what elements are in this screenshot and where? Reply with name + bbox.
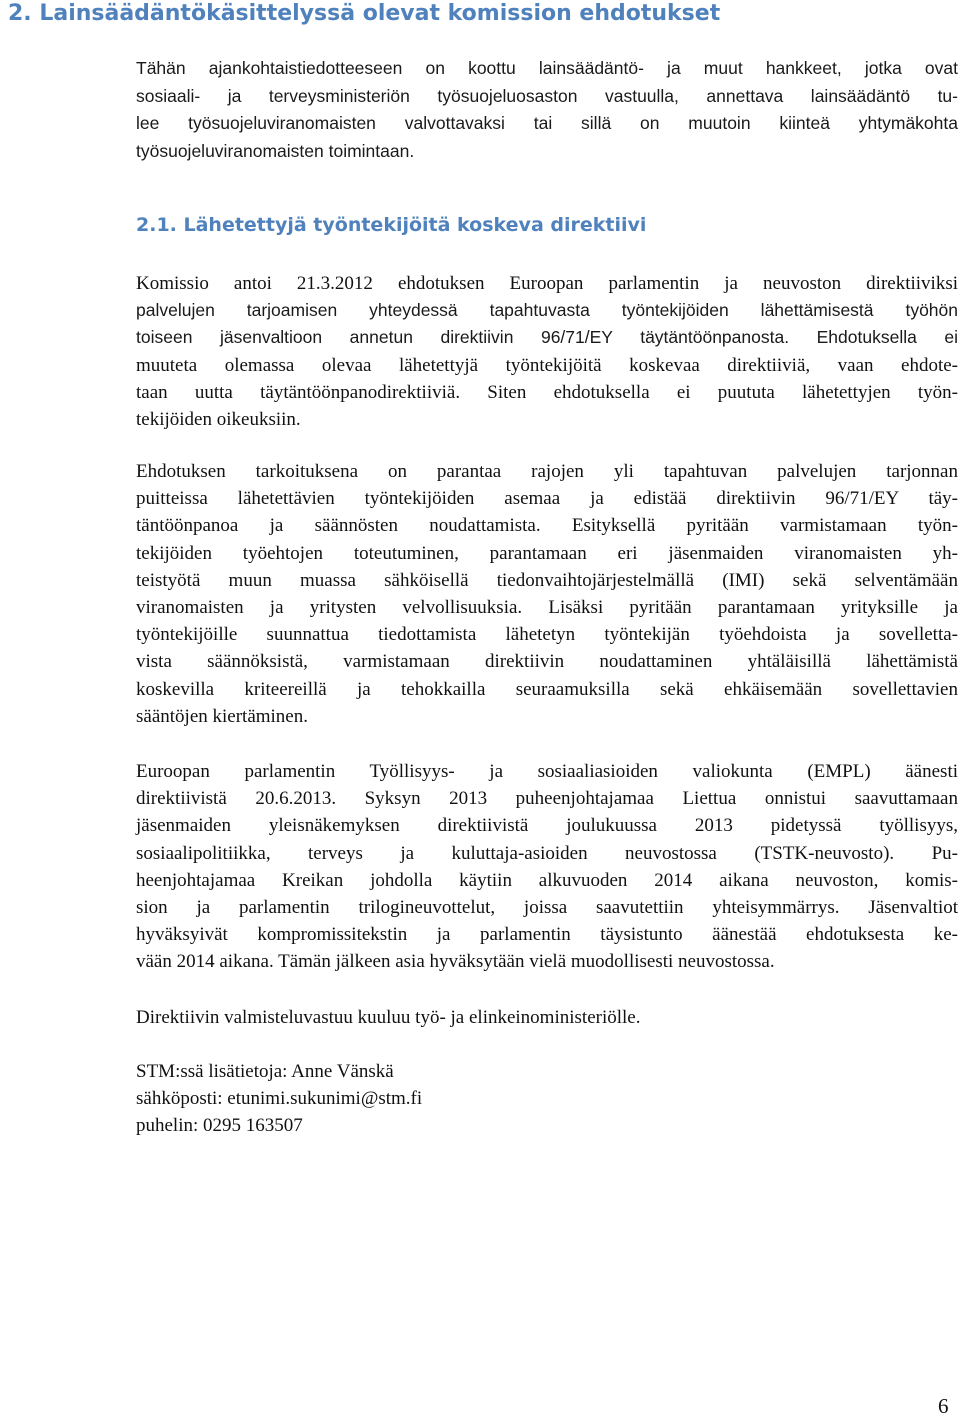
text-line: Euroopan parlamentin Työllisyys- ja sosiaaliasioiden valiokunta (EMPL) äänesti xyxy=(136,761,958,782)
text-line: lee työsuojeluviranomaisten valvottavaksi tai sillä on muutoin kiinteä yhtymäkohta xyxy=(136,113,958,133)
text-line: toiseen jäsenvaltioon annetun direktiivin 96/71/EY täytäntöönpanosta. Ehdotuksella ei xyxy=(136,327,958,348)
text-line: muuteta olemassa olevaa lähetettyjä työntekijöitä koskevaa direktiiviä, vaan ehdote- xyxy=(136,354,958,376)
text-line xyxy=(136,270,958,297)
text-line: sääntöjen kiertäminen. xyxy=(136,705,308,727)
text-line: työntekijöille suunnattua tiedottamista lähetetyn työntekijän työehdoista ja sovelletta- xyxy=(136,624,958,646)
ehdotuksen-paragraph xyxy=(136,458,958,730)
responsibility-paragraph xyxy=(136,1004,958,1031)
contact-phone: puhelin: 0295 163507 xyxy=(136,1115,303,1137)
text-line: viranomaisten ja yritysten velvollisuuksia. Lisäksi pyritään parantamaan yrityksille ja xyxy=(136,597,958,619)
contact-block xyxy=(136,1058,958,1140)
text-line: puitteissa lähetettävien työntekijöiden asemaa ja edistää direktiivin 96/71/EY täy- xyxy=(136,488,958,510)
text-line: sion ja parlamentin trilogineuvottelut, joissa saavutettiin yhteisymmärrys. Jäsenvaltiot xyxy=(136,897,958,919)
text-line: Direktiivin valmisteluvastuu kuuluu työ- ja elinkeinoministeriölle. xyxy=(136,1007,641,1028)
section-heading: 2. Lainsäädäntökäsittelyssä olevat komission ehdotukset xyxy=(8,1,721,26)
page-number: 6 xyxy=(938,1394,949,1418)
text-line: vista säännöksistä, varmistamaan direktiivin noudattaminen yhtäläisillä lähettämistä xyxy=(136,651,958,673)
text-line: sosiaali- ja terveysministeriön työsuojeluosaston vastuulla, annettava lainsäädäntö tu- xyxy=(136,85,958,106)
text-line: taan uutta täytäntöönpanodirektiiviä. Siten ehdotuksella ei puututa lähetettyjen työn- xyxy=(136,381,958,403)
komissio-paragraph xyxy=(136,270,958,433)
text-line: koskevilla kriteereillä ja tehokkailla seuraamuksilla sekä ehkäisemään sovellettavien xyxy=(136,678,958,700)
text-line: täntöönpanoa ja säännösten noudattamista. Esityksellä pyritään varmistamaan työn- xyxy=(136,515,958,537)
text-line: Ehdotuksen tarkoituksena on parantaa rajojen yli tapahtuvan palvelujen tarjonnan xyxy=(136,461,958,482)
text-line: sosiaalipolitiikka, terveys ja kuluttaja-asioiden neuvostossa (TSTK-neuvosto). Pu- xyxy=(136,842,958,864)
text-line: direktiivistä 20.6.2013. Syksyn 2013 puheenjohtajamaa Liettua onnistui saavuttamaan xyxy=(136,788,958,810)
text-line: hyväksyivät kompromissitekstin ja parlamentin täysistunto äänestää ehdotuksesta ke- xyxy=(136,924,958,946)
text-line: teistyötä muun muassa sähköisellä tiedonvaihtojärjestelmällä (IMI) sekä selventämään xyxy=(136,569,958,591)
text-line: jäsenmaiden yleisnäkemyksen direktiivistä joulukuussa 2013 pidetyssä työllisyys, xyxy=(136,815,958,837)
text-line: Tähän ajankohtaistiedotteeseen on koottu lainsäädäntö- ja muut hankkeet, jotka ovat xyxy=(136,58,958,78)
text-line: tekijöiden oikeuksiin. xyxy=(136,409,301,431)
subsection-heading: 2.1. Lähetettyjä työntekijöitä koskeva direktiivi xyxy=(136,214,647,236)
text-line: tekijöiden työehtojen toteutuminen, parantamaan eri jäsenmaiden viranomaisten yh- xyxy=(136,542,958,564)
contact-email: sähköposti: etunimi.sukunimi@stm.fi xyxy=(136,1088,423,1110)
text-line: vään 2014 aikana. Tämän jälkeen asia hyväksytään vielä muodollisesti neuvostossa. xyxy=(136,951,775,973)
text-segment: Komissio antoi 21.3.2012 ehdotuksen Euroopan parlamentin ja neuvoston direktiiviksi xyxy=(136,273,958,294)
text-line: heenjohtajamaa Kreikan johdolla käytiin alkuvuoden 2014 aikana neuvoston, komis- xyxy=(136,869,958,891)
text-line: palvelujen tarjoamisen yhteydessä tapahtuvasta työntekijöiden lähettämisestä työhön xyxy=(136,300,958,321)
text-line: työsuojeluviranomaisten toimintaan. xyxy=(136,140,415,161)
contact-name: STM:ssä lisätietoja: Anne Vänskä xyxy=(136,1061,394,1082)
intro-paragraph xyxy=(136,55,958,165)
euroopan-paragraph xyxy=(136,758,958,976)
